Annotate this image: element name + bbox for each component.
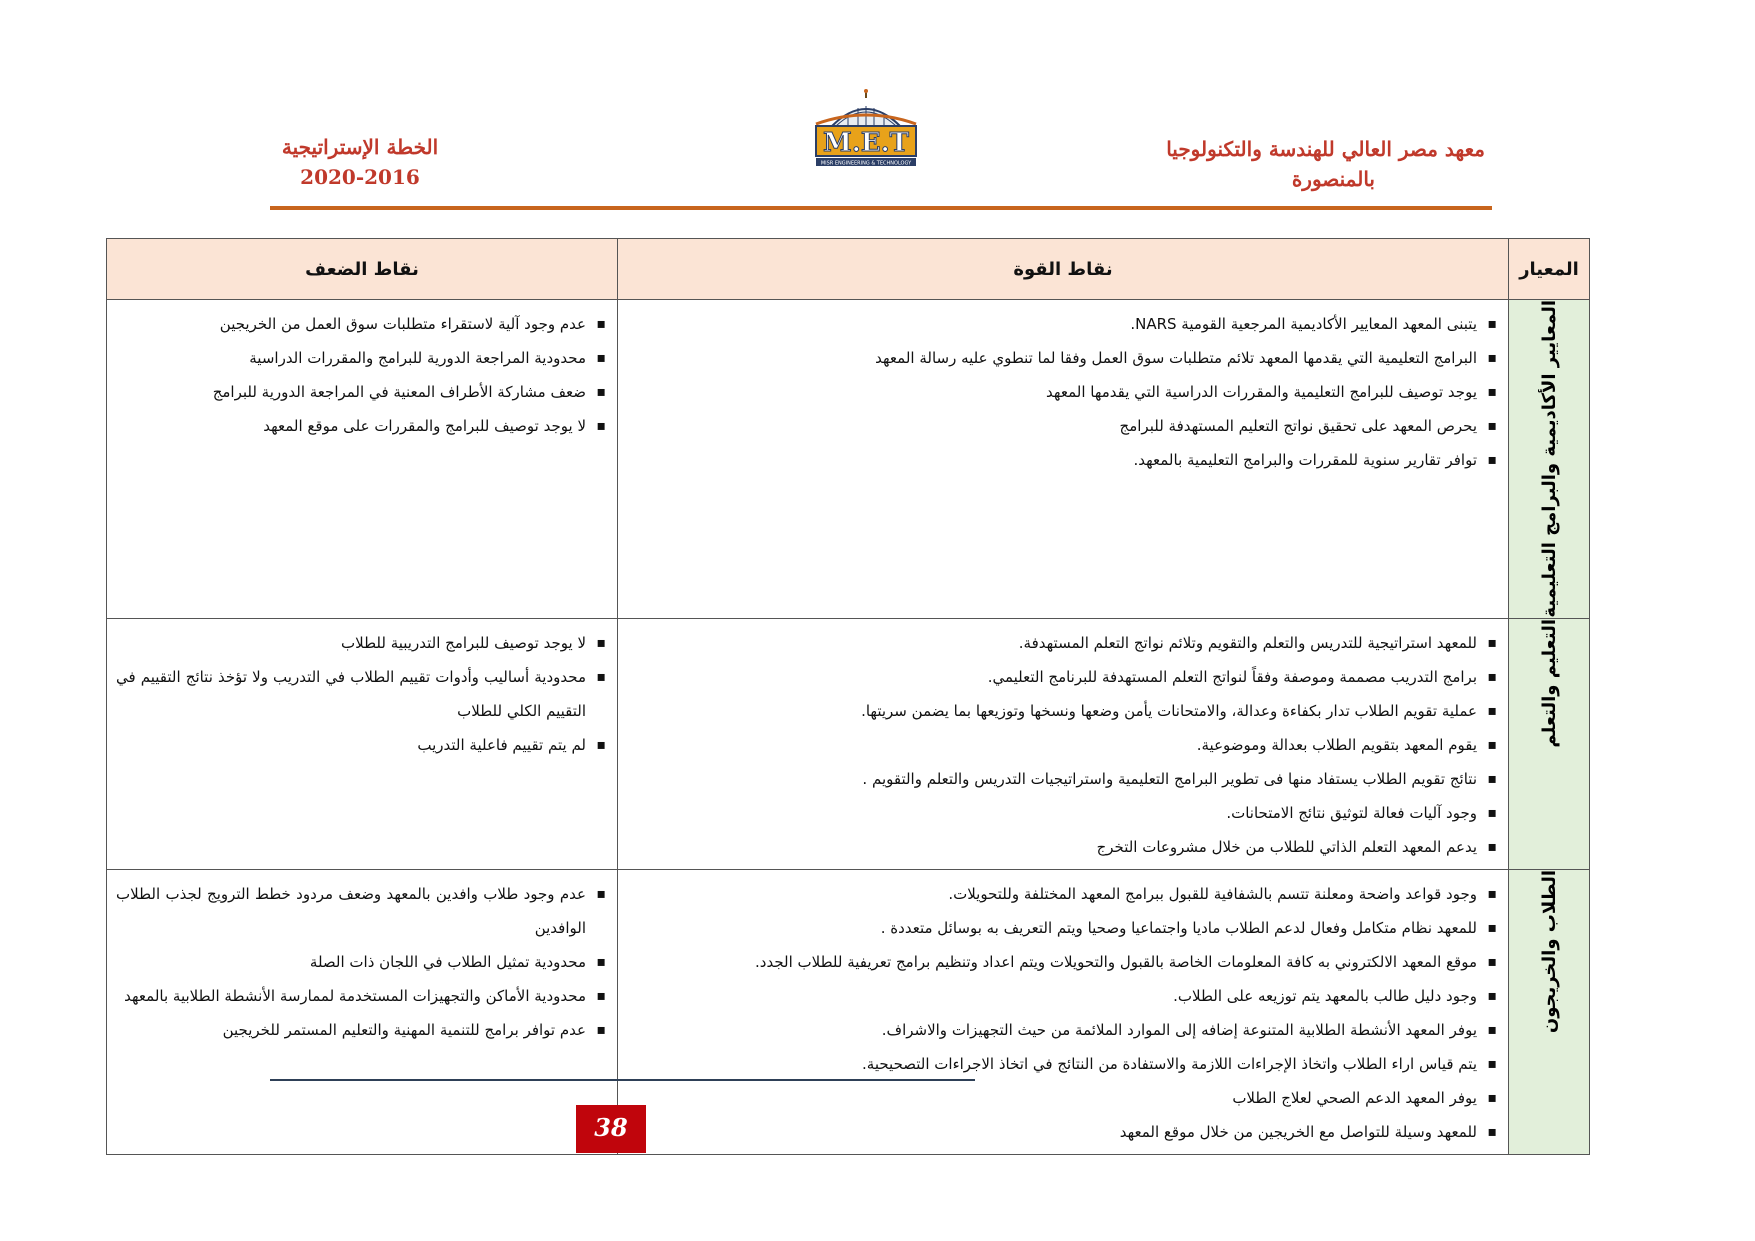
met-logo	[802, 88, 930, 174]
plan-title: الخطة الإستراتيجية	[281, 135, 439, 159]
weakness-item: ▪ عدم توافر برامج للتنمية المهنية والتعليم المستمر للخريجين	[116, 1013, 606, 1047]
standard-label: الطلاب والخريجون	[1538, 869, 1560, 1033]
weakness-item: ▪ محدودية أساليب وأدوات تقييم الطلاب في التدريب ولا تؤخذ نتائج التقييم في التقييم الكلي للطلاب	[116, 660, 606, 728]
weakness-item: ▪ لا يوجد توصيف للبرامج والمقررات على موقع المعهد	[116, 409, 606, 443]
weakness-item: ▪ محدودية تمثيل الطلاب في اللجان ذات الصلة	[116, 945, 606, 979]
strength-item: ▪ يحرص المعهد على تحقيق نواتج التعليم المستهدفة للبرامج	[627, 409, 1497, 443]
header-weaknesses: نقاط الضعف	[107, 239, 618, 300]
strength-item: ▪ للمعهد نظام متكامل وفعال لدعم الطلاب ماديا واجتماعيا وصحيا ويتم التعريف به بوسائل متعددة .	[627, 911, 1497, 945]
weakness-item: ▪ لم يتم تقييم فاعلية التدريب	[116, 728, 606, 762]
weakness-item: ▪ عدم وجود آلية لاستقراء متطلبات سوق العمل من الخريجين	[116, 307, 606, 341]
institute-name-line2: بالمنصورة	[1291, 167, 1375, 191]
logo-subtext: MISR ENGINEERING & TECHNOLOGY	[820, 160, 912, 167]
weakness-item: ▪ لا يوجد توصيف للبرامج التدريبية للطلاب	[116, 626, 606, 660]
strengths-cell	[618, 869, 1509, 1154]
strength-item: ▪ البرامج التعليمية التي يقدمها المعهد تلائم متطلبات سوق العمل وفقا لما تنطوي عليه رسالة المعهد	[627, 341, 1497, 375]
table-row	[107, 300, 1590, 619]
plan-title-block	[270, 132, 450, 192]
strength-item: ▪ للمعهد استراتيجية للتدريس والتعلم والتقويم وتلائم نواتج التعلم المستهدفة.	[627, 626, 1497, 660]
institute-name-line1: معهد مصر العالي للهندسة والتكنولوجيا	[1166, 137, 1485, 161]
strength-item: ▪ يتم قياس اراء الطلاب واتخاذ الإجراءات اللازمة والاستفادة من النتائج في اتخاذ الاجراءات التصحيحية.	[627, 1047, 1497, 1081]
strength-item: ▪ عملية تقويم الطلاب تدار بكفاءة وعدالة، والامتحانات يأمن وضعها ونسخها وتوزيعها بما يضمن سريتها.	[627, 694, 1497, 728]
institute-name	[1166, 134, 1485, 194]
strength-item: ▪ يقوم المعهد بتقويم الطلاب بعدالة وموضوعية.	[627, 728, 1497, 762]
weaknesses-cell	[107, 300, 618, 619]
swot-table	[106, 238, 1590, 1155]
standard-label: التعليم والتعلم	[1538, 618, 1560, 748]
weakness-item: ▪ محدودية الأماكن والتجهيزات المستخدمة لممارسة الأنشطة الطلابية بالمعهد	[116, 979, 606, 1013]
weakness-item: ▪ عدم وجود طلاب وافدين بالمعهد وضعف مردود خطط الترويج لجذب الطلاب الوافدين	[116, 877, 606, 945]
table-row	[107, 618, 1590, 869]
footer-divider	[270, 1079, 975, 1081]
strength-item: ▪ يتبنى المعهد المعايير الأكاديمية المرجعية القومية NARS.	[627, 307, 1497, 341]
logo-text: M.E.T	[822, 128, 910, 158]
strength-item: ▪ يوفر المعهد الأنشطة الطلابية المتنوعة إضافه إلى الموارد الملائمة من حيث التجهيزات والاشراف.	[627, 1013, 1497, 1047]
table-row	[107, 869, 1590, 1154]
table-header-row	[107, 239, 1590, 300]
strength-item: ▪ يوفر المعهد الدعم الصحي لعلاج الطلاب	[627, 1081, 1497, 1115]
weakness-item: ▪ ضعف مشاركة الأطراف المعنية في المراجعة الدورية للبرامج	[116, 375, 606, 409]
strength-item: ▪ نتائج تقويم الطلاب يستفاد منها فى تطوير البرامج التعليمية واستراتيجيات التدريس والتعلم والتقويم .	[627, 762, 1497, 796]
strength-item: ▪ برامج التدريب مصممة وموصفة وفقاً لنواتج التعلم المستهدفة للبرنامج التعليمي.	[627, 660, 1497, 694]
strength-item: ▪ وجود قواعد واضحة ومعلنة تتسم بالشفافية للقبول ببرامج المعهد المختلفة وللتحويلات.	[627, 877, 1497, 911]
strengths-cell	[618, 618, 1509, 869]
strength-item: ▪ موقع المعهد الالكتروني به كافة المعلومات الخاصة بالقبول والتحويلات ويتم اعداد وتنظيم برامج تعريفية للطلاب الجدد.	[627, 945, 1497, 979]
strength-item: ▪ للمعهد وسيلة للتواصل مع الخريجين من خلال موقع المعهد	[627, 1115, 1497, 1149]
plan-years: 2020-2016	[300, 165, 420, 189]
weakness-item: ▪ محدودية المراجعة الدورية للبرامج والمقررات الدراسية	[116, 341, 606, 375]
page-number: 38	[576, 1105, 646, 1153]
standard-label: المعايير الأكاديمية والبرامج التعليمية	[1538, 300, 1560, 618]
strength-item: ▪ وجود دليل طالب بالمعهد يتم توزيعه على الطلاب.	[627, 979, 1497, 1013]
header-divider	[270, 206, 1492, 210]
header-strengths: نقاط القوة	[618, 239, 1509, 300]
strength-item: ▪ يدعم المعهد التعلم الذاتي للطلاب من خلال مشروعات التخرج	[627, 830, 1497, 864]
standard-cell	[1509, 618, 1590, 869]
strength-item: ▪ وجود آليات فعالة لتوثيق نتائج الامتحانات.	[627, 796, 1497, 830]
weaknesses-cell	[107, 869, 618, 1154]
strength-item: ▪ يوجد توصيف للبرامج التعليمية والمقررات الدراسية التي يقدمها المعهد	[627, 375, 1497, 409]
standard-cell	[1509, 300, 1590, 619]
standard-cell	[1509, 869, 1590, 1154]
header-standard: المعيار	[1509, 239, 1590, 300]
weaknesses-cell	[107, 618, 618, 869]
strength-item: ▪ توافر تقارير سنوية للمقررات والبرامج التعليمية بالمعهد.	[627, 443, 1497, 477]
strengths-cell	[618, 300, 1509, 619]
